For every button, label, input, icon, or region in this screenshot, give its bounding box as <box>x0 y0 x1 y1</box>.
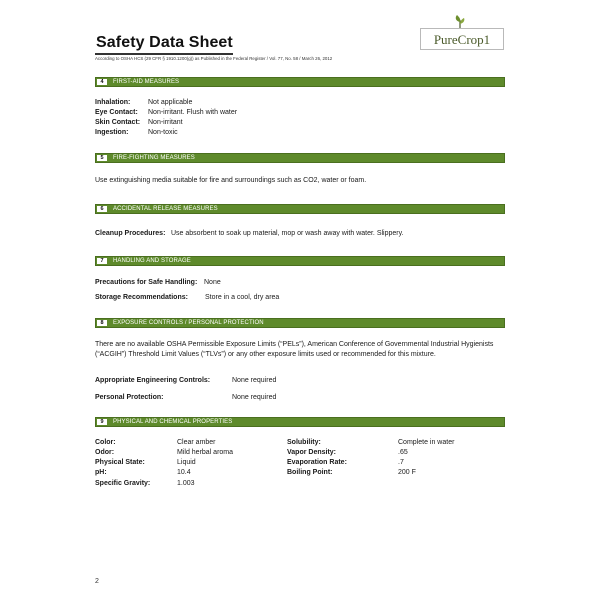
section-text: Use extinguishing media suitable for fire and surroundings such as CO2, water or foam. <box>95 177 367 184</box>
property-value: Clear amber <box>177 439 216 446</box>
field-value: Not applicable <box>148 99 193 106</box>
property-value: .7 <box>398 459 404 466</box>
field-label: Storage Recommendations: <box>95 294 188 301</box>
property-label: Evaporation Rate: <box>287 459 347 466</box>
logo-text: PureCrop1 <box>433 32 491 47</box>
section-number: 6 <box>97 206 107 212</box>
section-number: 5 <box>97 155 107 161</box>
field-value: None <box>204 279 221 286</box>
section-number: 9 <box>97 419 107 425</box>
section-header-exposure <box>95 318 505 328</box>
property-label: Specific Gravity: <box>95 480 151 487</box>
section-header-physical <box>95 417 505 427</box>
property-label: pH: <box>95 469 107 476</box>
section-number: 4 <box>97 79 107 85</box>
section-title: ACCIDENTAL RELEASE MEASURES <box>113 206 218 212</box>
section-title: EXPOSURE CONTROLS / PERSONAL PROTECTION <box>113 320 264 326</box>
section-title: FIRST-AID MEASURES <box>113 79 180 85</box>
section-header-accidental-release <box>95 204 505 214</box>
property-label: Vapor Density: <box>287 449 337 456</box>
field-value: Non-irritant. Flush with water <box>148 109 238 116</box>
field-label: Inhalation: <box>95 99 131 106</box>
property-value: Complete in water <box>398 439 455 446</box>
company-logo <box>420 28 504 50</box>
field-value: Non-irritant <box>148 119 183 126</box>
field-value: None required <box>232 377 277 384</box>
section-number: 8 <box>97 320 107 326</box>
field-value: Non-toxic <box>148 129 178 136</box>
section-header-first-aid <box>95 77 505 87</box>
property-value: .65 <box>398 449 408 456</box>
field-value: None required <box>232 394 277 401</box>
field-label: Cleanup Procedures: <box>95 230 166 237</box>
field-label: Precautions for Safe Handling: <box>95 279 198 286</box>
section-header-handling <box>95 256 505 266</box>
field-label: Skin Contact: <box>95 119 141 126</box>
section-title: FIRE-FIGHTING MEASURES <box>113 155 195 161</box>
property-value: Mild herbal aroma <box>177 449 234 456</box>
field-label: Appropriate Engineering Controls: <box>95 377 211 384</box>
property-value: Liquid <box>177 459 196 466</box>
section-title: PHYSICAL AND CHEMICAL PROPERTIES <box>113 419 233 425</box>
section-number: 7 <box>97 258 107 264</box>
property-value: 10.4 <box>177 469 191 476</box>
property-label: Solubility: <box>287 439 321 446</box>
property-value: 1.003 <box>177 480 195 487</box>
field-value: Store in a cool, dry area <box>205 294 280 301</box>
property-label: Boiling Point: <box>287 469 333 476</box>
field-label: Personal Protection: <box>95 394 164 401</box>
property-label: Odor: <box>95 449 115 456</box>
page-number: 2 <box>95 578 99 585</box>
field-label: Ingestion: <box>95 129 129 136</box>
page-title: Safety Data Sheet <box>96 34 233 51</box>
title-underline <box>95 53 233 55</box>
section-header-fire-fighting <box>95 153 505 163</box>
field-label: Eye Contact: <box>95 109 138 116</box>
section-paragraph: There are no available OSHA Permissible Exposure Limits (“PELs”), American Conference of Governmental Industrial Hygienists (“ACGIH”) Threshold Limit Values (“TLVs”) or any other exposure limits used or recommended for this mixture. <box>95 341 494 358</box>
property-value: 200 F <box>398 469 416 476</box>
regulation-subtitle: According to OSHA HCS (29 CFR § 1910.1200(g)) as Published in the Federal Register / Vol. 77, No. 58 / March 26, 2012 <box>95 56 333 61</box>
section-title: HANDLING AND STORAGE <box>113 258 191 264</box>
property-label: Physical State: <box>95 459 145 466</box>
property-label: Color: <box>95 439 116 446</box>
field-value: Use absorbent to soak up material, mop or wash away with water. Slippery. <box>171 230 404 237</box>
